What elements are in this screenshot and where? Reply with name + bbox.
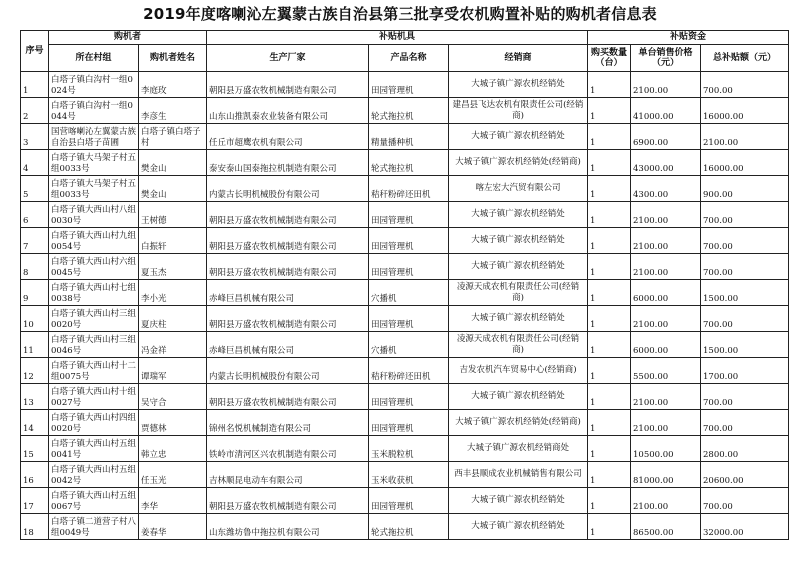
- cell-dealer: 大城子镇广源农机经销处: [449, 254, 588, 280]
- subsidy-table: [20, 30, 789, 540]
- table-row: [21, 176, 789, 202]
- cell-product: 穴播机: [369, 280, 449, 306]
- cell-subsidy: 2800.00: [701, 436, 789, 462]
- header-seq: 序号: [21, 31, 49, 72]
- cell-price: 6000.00: [631, 332, 701, 358]
- cell-product: 轮式拖拉机: [369, 150, 449, 176]
- cell-buyer-name: 李彦生: [139, 98, 207, 124]
- header-product: 产品名称: [369, 45, 449, 72]
- cell-buyer-name: 夏庆柱: [139, 306, 207, 332]
- cell-seq: 3: [21, 124, 49, 150]
- cell-dealer: 大城子镇广源农机经销处: [449, 306, 588, 332]
- cell-product: 秸秆粉碎还田机: [369, 176, 449, 202]
- header-village: 所在村组: [49, 45, 139, 72]
- cell-village: 白塔子镇大马架子村五组0033号: [49, 176, 139, 202]
- cell-seq: 15: [21, 436, 49, 462]
- cell-product: 田园管理机: [369, 488, 449, 514]
- cell-subsidy: 32000.00: [701, 514, 789, 540]
- cell-product: 田园管理机: [369, 72, 449, 98]
- cell-village: 白塔子镇大西山村十组0027号: [49, 384, 139, 410]
- cell-seq: 17: [21, 488, 49, 514]
- cell-qty: 1: [588, 384, 631, 410]
- cell-qty: 1: [588, 98, 631, 124]
- cell-price: 81000.00: [631, 462, 701, 488]
- cell-village: 白塔子镇大西山村三组0046号: [49, 332, 139, 358]
- document-title: 2019年度喀喇沁左翼蒙古族自治县第三批享受农机购置补贴的购机者信息表: [143, 5, 657, 23]
- cell-product: 轮式拖拉机: [369, 514, 449, 540]
- table-row: [21, 124, 789, 150]
- table-row: [21, 462, 789, 488]
- header-price: 单台销售价格（元）: [631, 45, 701, 72]
- cell-price: 41000.00: [631, 98, 701, 124]
- cell-buyer-name: 李庭玫: [139, 72, 207, 98]
- table-row: [21, 98, 789, 124]
- cell-dealer: 大城子镇广源农机经销商处: [449, 436, 588, 462]
- table-row: [21, 280, 789, 306]
- cell-seq: 8: [21, 254, 49, 280]
- header-dealer: 经销商: [449, 45, 588, 72]
- table-row: [21, 488, 789, 514]
- cell-price: 2100.00: [631, 384, 701, 410]
- cell-maker: 内蒙古长明机械股份有限公司: [207, 358, 369, 384]
- cell-maker: 朝阳县万盛农牧机械制造有限公司: [207, 228, 369, 254]
- cell-price: 43000.00: [631, 150, 701, 176]
- cell-qty: 1: [588, 358, 631, 384]
- table-row: [21, 514, 789, 540]
- cell-village: 白塔子镇大西山村九组0054号: [49, 228, 139, 254]
- cell-price: 2100.00: [631, 202, 701, 228]
- cell-maker: 吉林顺昆电动车有限公司: [207, 462, 369, 488]
- cell-dealer: 大城子镇广源农机经销处(经销商): [449, 410, 588, 436]
- cell-dealer: 凌源天成农机有限责任公司(经销商): [449, 280, 588, 306]
- cell-price: 10500.00: [631, 436, 701, 462]
- cell-product: 轮式拖拉机: [369, 98, 449, 124]
- cell-product: 田园管理机: [369, 306, 449, 332]
- cell-product: 秸秆粉碎还田机: [369, 358, 449, 384]
- cell-qty: 1: [588, 514, 631, 540]
- cell-buyer-name: 任玉光: [139, 462, 207, 488]
- cell-village: 白塔子镇大西山村七组0038号: [49, 280, 139, 306]
- cell-maker: 内蒙古长明机械股份有限公司: [207, 176, 369, 202]
- cell-maker: 山东山推凯泰农业装备有限公司: [207, 98, 369, 124]
- cell-maker: 山东潍坊鲁中拖拉机有限公司: [207, 514, 369, 540]
- cell-village: 白塔子镇大西山村八组0030号: [49, 202, 139, 228]
- cell-qty: 1: [588, 488, 631, 514]
- cell-village: 白塔子镇大西山村五组0067号: [49, 488, 139, 514]
- cell-buyer-name: 白振轩: [139, 228, 207, 254]
- cell-product: 玉米收获机: [369, 462, 449, 488]
- cell-price: 2100.00: [631, 306, 701, 332]
- cell-qty: 1: [588, 306, 631, 332]
- cell-qty: 1: [588, 254, 631, 280]
- cell-buyer-name: 樊金山: [139, 176, 207, 202]
- header-row-groups: [21, 31, 789, 45]
- cell-village: 白塔子镇大西山村三组0020号: [49, 306, 139, 332]
- cell-buyer-name: 夏玉杰: [139, 254, 207, 280]
- cell-product: 穴播机: [369, 332, 449, 358]
- header-fund-group: 补贴资金: [588, 31, 789, 45]
- cell-maker: 铁岭市清河区兴农机制造有限公司: [207, 436, 369, 462]
- cell-product: 玉米脱粒机: [369, 436, 449, 462]
- cell-seq: 10: [21, 306, 49, 332]
- cell-dealer: 大城子镇广源农机经销处: [449, 514, 588, 540]
- cell-buyer-name: 贾德林: [139, 410, 207, 436]
- cell-dealer: 西丰县顺成农业机械销售有限公司: [449, 462, 588, 488]
- cell-village: 白塔子镇白沟村一组0044号: [49, 98, 139, 124]
- cell-subsidy: 900.00: [701, 176, 789, 202]
- cell-subsidy: 700.00: [701, 384, 789, 410]
- cell-dealer: 大城子镇广源农机经销处: [449, 384, 588, 410]
- cell-village: 国营喀喇沁左翼蒙古族自治县白塔子苗圃: [49, 124, 139, 150]
- cell-dealer: 大城子镇广源农机经销处(经销商): [449, 150, 588, 176]
- cell-subsidy: 700.00: [701, 488, 789, 514]
- table-row: [21, 332, 789, 358]
- cell-buyer-name: 姜春华: [139, 514, 207, 540]
- cell-buyer-name: 王树德: [139, 202, 207, 228]
- cell-product: 精量播种机: [369, 124, 449, 150]
- cell-subsidy: 16000.00: [701, 150, 789, 176]
- cell-seq: 7: [21, 228, 49, 254]
- cell-village: 白塔子镇白沟村一组0024号: [49, 72, 139, 98]
- cell-seq: 2: [21, 98, 49, 124]
- cell-seq: 14: [21, 410, 49, 436]
- cell-village: 白塔子镇二道营子村八组0049号: [49, 514, 139, 540]
- table-row: [21, 254, 789, 280]
- cell-seq: 16: [21, 462, 49, 488]
- cell-dealer: 大城子镇广源农机经销处: [449, 202, 588, 228]
- cell-seq: 1: [21, 72, 49, 98]
- cell-price: 86500.00: [631, 514, 701, 540]
- cell-price: 2100.00: [631, 410, 701, 436]
- cell-subsidy: 16000.00: [701, 98, 789, 124]
- cell-buyer-name: 吴守合: [139, 384, 207, 410]
- header-buyer-group: 购机者: [49, 31, 207, 45]
- table-row: [21, 150, 789, 176]
- cell-price: 4300.00: [631, 176, 701, 202]
- cell-subsidy: 1700.00: [701, 358, 789, 384]
- cell-subsidy: 1500.00: [701, 280, 789, 306]
- cell-village: 白塔子镇大西山村六组0045号: [49, 254, 139, 280]
- cell-subsidy: 20600.00: [701, 462, 789, 488]
- cell-qty: 1: [588, 410, 631, 436]
- cell-maker: 朝阳县万盛农牧机械制造有限公司: [207, 488, 369, 514]
- cell-price: 6900.00: [631, 124, 701, 150]
- cell-qty: 1: [588, 202, 631, 228]
- cell-qty: 1: [588, 228, 631, 254]
- table-row: [21, 306, 789, 332]
- cell-buyer-name: 李小光: [139, 280, 207, 306]
- cell-product: 田园管理机: [369, 384, 449, 410]
- header-name: 购机者姓名: [139, 45, 207, 72]
- cell-maker: 朝阳县万盛农牧机械制造有限公司: [207, 202, 369, 228]
- cell-village: 白塔子镇大西山村五组0042号: [49, 462, 139, 488]
- table-body: [21, 72, 789, 540]
- cell-seq: 18: [21, 514, 49, 540]
- cell-subsidy: 700.00: [701, 254, 789, 280]
- cell-qty: 1: [588, 280, 631, 306]
- cell-seq: 9: [21, 280, 49, 306]
- cell-dealer: 大城子镇广源农机经销处: [449, 72, 588, 98]
- table-row: [21, 358, 789, 384]
- cell-buyer-name: 韩立忠: [139, 436, 207, 462]
- cell-maker: 朝阳县万盛农牧机械制造有限公司: [207, 384, 369, 410]
- cell-maker: 赤峰巨昌机械有限公司: [207, 332, 369, 358]
- cell-price: 6000.00: [631, 280, 701, 306]
- cell-qty: 1: [588, 462, 631, 488]
- cell-qty: 1: [588, 332, 631, 358]
- cell-maker: 朝阳县万盛农牧机械制造有限公司: [207, 306, 369, 332]
- table-row: [21, 436, 789, 462]
- cell-dealer: 大城子镇广源农机经销处: [449, 228, 588, 254]
- cell-qty: 1: [588, 124, 631, 150]
- cell-maker: 赤峰巨昌机械有限公司: [207, 280, 369, 306]
- cell-seq: 5: [21, 176, 49, 202]
- cell-seq: 11: [21, 332, 49, 358]
- cell-maker: 泰安泰山国泰拖拉机制造有限公司: [207, 150, 369, 176]
- cell-dealer: 建昌县飞达农机有限责任公司(经销商): [449, 98, 588, 124]
- cell-seq: 6: [21, 202, 49, 228]
- cell-maker: 锦州名悦机械制造有限公司: [207, 410, 369, 436]
- table-row: [21, 228, 789, 254]
- cell-product: 田园管理机: [369, 228, 449, 254]
- cell-product: 田园管理机: [369, 254, 449, 280]
- cell-buyer-name: 白塔子镇白塔子村: [139, 124, 207, 150]
- cell-subsidy: 700.00: [701, 228, 789, 254]
- cell-subsidy: 1500.00: [701, 332, 789, 358]
- header-maker: 生产厂家: [207, 45, 369, 72]
- cell-subsidy: 700.00: [701, 306, 789, 332]
- cell-qty: 1: [588, 150, 631, 176]
- table-row: [21, 72, 789, 98]
- cell-buyer-name: 谭瑞军: [139, 358, 207, 384]
- cell-price: 5500.00: [631, 358, 701, 384]
- cell-maker: 朝阳县万盛农牧机械制造有限公司: [207, 72, 369, 98]
- cell-dealer: 大城子镇广源农机经销处: [449, 124, 588, 150]
- cell-qty: 1: [588, 72, 631, 98]
- header-qty: 购买数量（台）: [588, 45, 631, 72]
- cell-product: 田园管理机: [369, 202, 449, 228]
- cell-subsidy: 2100.00: [701, 124, 789, 150]
- cell-dealer: 大城子镇广源农机经销处: [449, 488, 588, 514]
- cell-qty: 1: [588, 436, 631, 462]
- cell-village: 白塔子镇大西山村十二组0075号: [49, 358, 139, 384]
- cell-price: 2100.00: [631, 228, 701, 254]
- cell-village: 白塔子镇大马架子村五组0033号: [49, 150, 139, 176]
- cell-seq: 4: [21, 150, 49, 176]
- cell-price: 2100.00: [631, 72, 701, 98]
- header-machine-group: 补贴机具: [207, 31, 588, 45]
- cell-price: 2100.00: [631, 488, 701, 514]
- cell-seq: 13: [21, 384, 49, 410]
- header-subsidy: 总补贴额（元）: [701, 45, 789, 72]
- cell-dealer: 吉发农机汽车贸易中心(经销商): [449, 358, 588, 384]
- cell-qty: 1: [588, 176, 631, 202]
- cell-buyer-name: 樊金山: [139, 150, 207, 176]
- header-row-columns: [21, 45, 789, 72]
- cell-product: 田园管理机: [369, 410, 449, 436]
- cell-seq: 12: [21, 358, 49, 384]
- cell-village: 白塔子镇大西山村五组0041号: [49, 436, 139, 462]
- table-row: [21, 384, 789, 410]
- cell-subsidy: 700.00: [701, 410, 789, 436]
- table-row: [21, 202, 789, 228]
- cell-subsidy: 700.00: [701, 202, 789, 228]
- cell-dealer: 凌源天成农机有限责任公司(经销商): [449, 332, 588, 358]
- cell-buyer-name: 李华: [139, 488, 207, 514]
- cell-price: 2100.00: [631, 254, 701, 280]
- cell-buyer-name: 冯金祥: [139, 332, 207, 358]
- cell-village: 白塔子镇大西山村四组0020号: [49, 410, 139, 436]
- cell-maker: 朝阳县万盛农牧机械制造有限公司: [207, 254, 369, 280]
- cell-dealer: 喀左宏大汽贸有限公司: [449, 176, 588, 202]
- cell-maker: 任丘市超鹰农机有限公司: [207, 124, 369, 150]
- cell-subsidy: 700.00: [701, 72, 789, 98]
- table-row: [21, 410, 789, 436]
